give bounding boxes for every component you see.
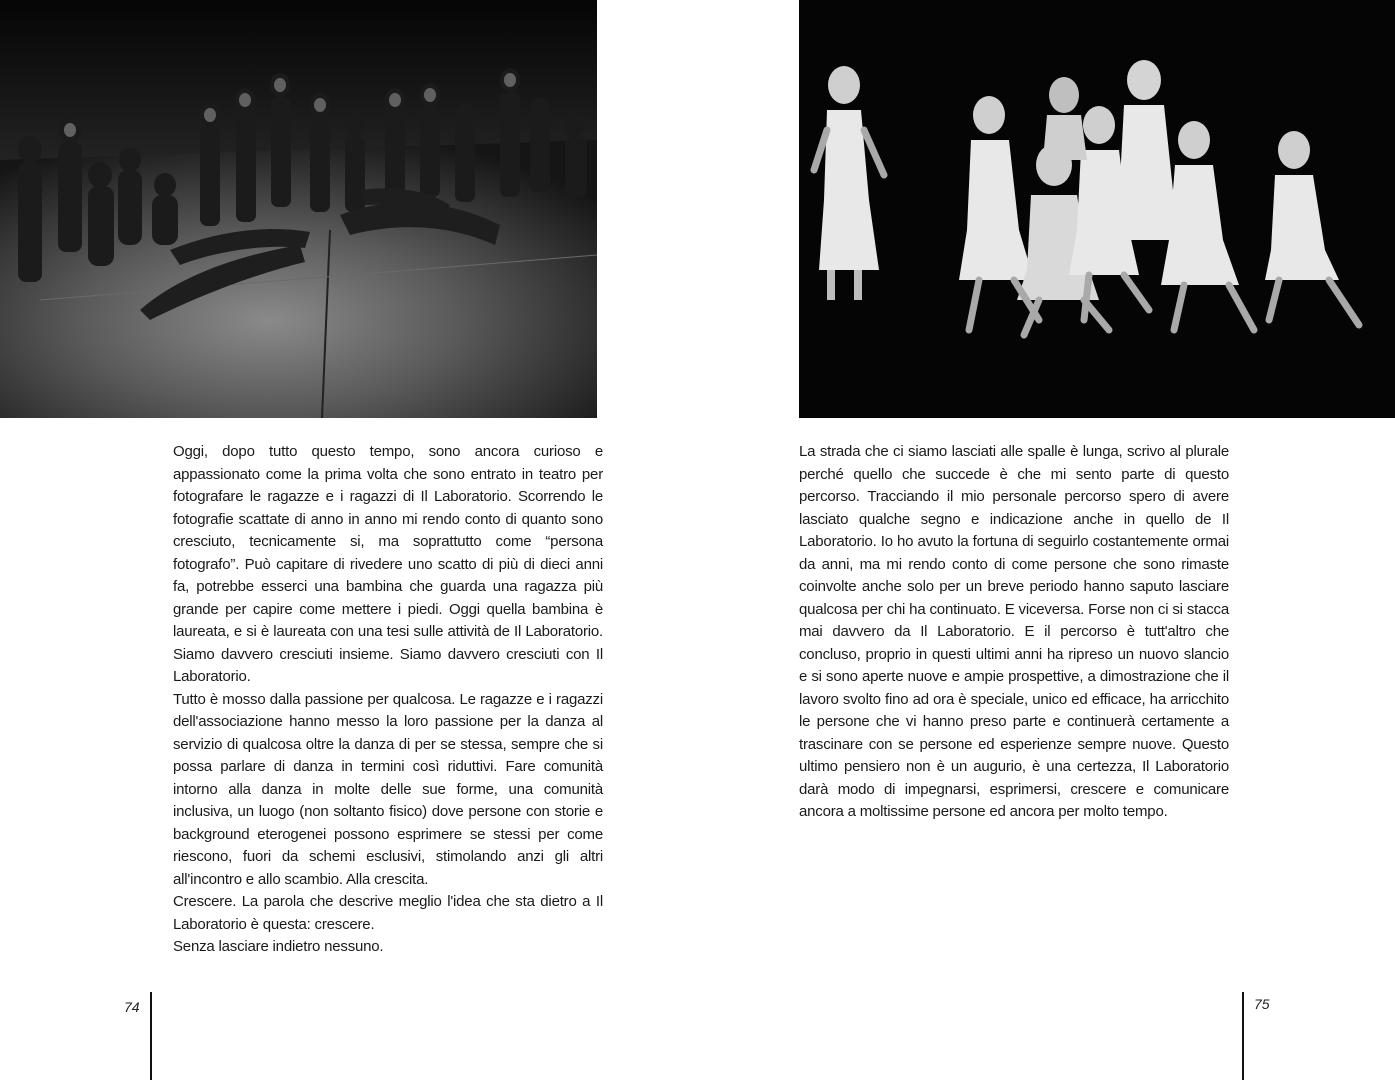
page-number-right: 75: [1254, 996, 1270, 1012]
children-dancers-in-white-dresses-photo: [799, 0, 1395, 418]
right-vertical-rule: [1242, 992, 1244, 1080]
group-of-dancers-on-stage-photo: [0, 0, 597, 418]
right-page: [698, 0, 1395, 1080]
left-paragraph-3: Crescere. La parola che descrive meglio l'idea che sta dietro a Il Laboratorio è questa: crescere.: [173, 893, 603, 933]
left-paragraph-4: Senza lasciare indietro nessuno.: [173, 938, 384, 955]
right-body-text: [799, 441, 1229, 824]
right-paragraph-1: La strada che ci siamo lasciati alle spalle è lunga, scrivo al plurale perché quello che succede è che mi sento parte di questo percorso. Tracciando il mio personale percorso spero di avere lasciato qualche segno e indicazione anche in quello de Il Laboratorio. Io ho avuto la fortuna di seguirlo costantemente ormai da anni, ma mi rendo conto di come persone che sono rimaste coinvolte anche solo per un breve periodo hanno saputo lasciare qualcosa per chi ha continuato. E viceversa. Forse non ci si stacca mai davvero da Il Laboratorio. E il percorso è tutt'altro che concluso, proprio in questi ultimi anni ha ripreso un nuovo slancio e si sono aperte nuove e ampie prospettive, a dimostrazione che il lavoro svolto fino ad ora è speciale, unico ed efficace, ha arricchito le persone che vi hanno preso parte e continuerà certamente a trascinare con se persone ed esperienze sempre nuove. Questo ultimo pensiero non è un augurio, è una certezza, Il Laboratorio darà modo di impegnarsi, esprimersi, crescere e comunicare ancora a moltissime persone ed ancora per molto tempo.: [799, 443, 1229, 820]
children-photo-illustration: [799, 0, 1395, 418]
left-paragraph-1: Oggi, dopo tutto questo tempo, sono ancora curioso e appassionato come la prima volta che sono entrato in teatro per fotografare le ragazze e i ragazzi di Il Laboratorio. Scorrendo le fotografie scattate di anno in anno mi rendo conto di quanto sono cresciuto, tecnicamente si, ma soprattutto come “persona fotografo”. Può capitare di rivedere uno scatto di più di dieci anni fa, potrebbe esserci una bambina che guarda una ragazza più grande per capire come mettere i piedi. Oggi quella bambina è laureata, e si è laureata con una tesi sulle attività de Il Laboratorio. Siamo davvero cresciuti insieme. Siamo davvero cresciuti con Il Laboratorio.: [173, 443, 603, 685]
stage-photo-illustration: [0, 0, 597, 418]
left-body-text: [173, 441, 603, 959]
left-vertical-rule: [150, 992, 152, 1080]
left-paragraph-2: Tutto è mosso dalla passione per qualcosa. Le ragazze e i ragazzi dell'associazione hanno messo la loro passione per la danza al servizio di qualcosa oltre la danza di per se stessa, sempre che si possa parlare di danza in termini così riduttivi. Fare comunità intorno alla danza in molte delle sue forme, una comunità inclusiva, un luogo (non soltanto fisico) dove persone con storie e background eterogenei possono esprimere se stessi per come riescono, fuori da schemi esclusivi, stimolando anzi gli altri all'incontro e allo scambio. Alla crescita.: [173, 690, 603, 888]
page-number-left: 74: [124, 999, 140, 1015]
